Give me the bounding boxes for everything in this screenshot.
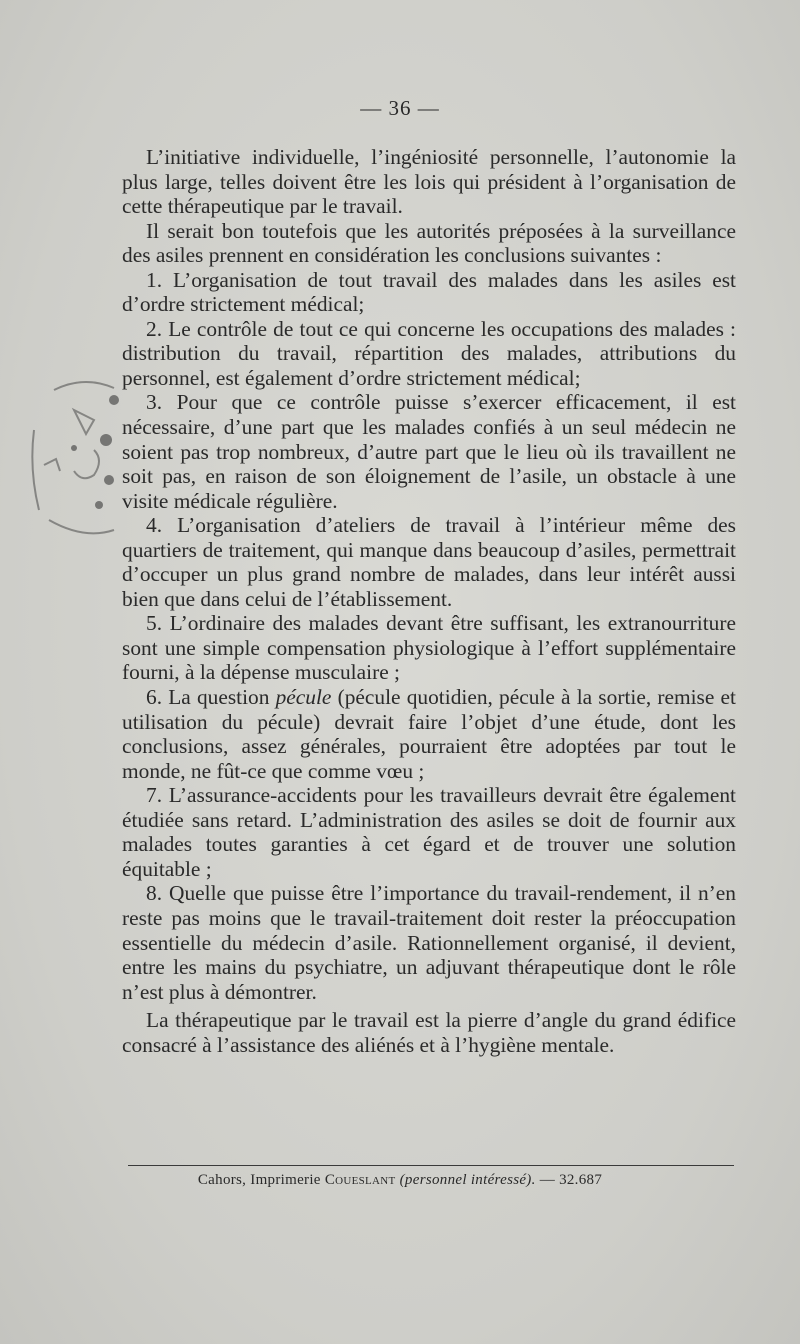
- body-text: [122, 145, 736, 1057]
- list-item: 1. L’organisation de tout travail des malades dans les asiles est d’ordre strictement médical;: [122, 267, 736, 317]
- list-item: 5. L’ordinaire des malades devant être suffisant, les extranourriture sont une simple compensation physiologique à l’effort supplémentaire fourni, à la dépense musculaire ;: [122, 611, 736, 685]
- colophon: Cahors, Imprimerie Coueslant (personnel intéressé). — 32.687: [197, 1172, 603, 1188]
- list-item: 7. L’assurance-accidents pour les travailleurs devrait être également étudiée sans retard. L’administration des asiles se doit de fournir aux malades toutes garanties à cet égard et de trouver une solution équitable ;: [122, 783, 736, 881]
- list-item: 4. L’organisation d’ateliers de travail à l’intérieur même des quartiers de traitement, qui manque dans beaucoup d’asiles, permettrait d’occuper un plus grand nombre de malades, dans leur intérêt aussi bien que dans celui de l’établissement.: [122, 513, 736, 611]
- library-stamp: [14, 370, 134, 550]
- closing-paragraph: La thérapeutique par le travail est la pierre d’angle du grand édifice consacré à l’assistance des aliénés et à l’hygiène mentale.: [122, 1008, 736, 1057]
- paragraph: L’initiative individuelle, l’ingéniosité personnelle, l’autonomie la plus large, telles doivent être les lois qui président à l’organisation de cette thérapeutique par le travail.: [122, 145, 736, 219]
- divider: [128, 1165, 734, 1166]
- list-item: 3. Pour que ce contrôle puisse s’exercer efficacement, il est nécessaire, d’une part que les malades confiés à un seul médecin ne soient pas trop nombreux, d’autre part que le lieu où ils travaillent ne soit pas, en raison de son éloignement de l’asile, un obstacle à une visite médicale régulière.: [122, 390, 736, 513]
- printer-name: Coueslant: [324, 1172, 396, 1188]
- list-item: 6. La question pécule (pécule quotidien, pécule à la sortie, remise et utilisation du pécule) devrait faire l’objet d’une étude, dont les conclusions, assez générales, pourraient être adoptées par tout le monde, ne fût-ce que comme vœu ;: [122, 685, 736, 783]
- paragraph: Il serait bon toutefois que les autorités préposées à la surveillance des asiles prennent en considération les conclusions suivantes :: [122, 218, 736, 268]
- page-number: — 36 —: [360, 96, 440, 120]
- list-item: 8. Quelle que puisse être l’importance du travail-rendement, il n’en reste pas moins que le travail-traitement doit rester la préoccupation essentielle du médecin d’asile. Rationnellement organisé, il devient, entre les mains du psychiatre, un adjuvant thérapeutique dont le rôle n’est plus à démontrer.: [122, 881, 736, 1004]
- emphasis: pécule: [275, 685, 332, 710]
- list-item: 2. Le contrôle de tout ce qui concerne les occupations des malades : distribution du travail, répartition des malades, attributions du personnel, est également d’ordre strictement médical;: [122, 316, 736, 390]
